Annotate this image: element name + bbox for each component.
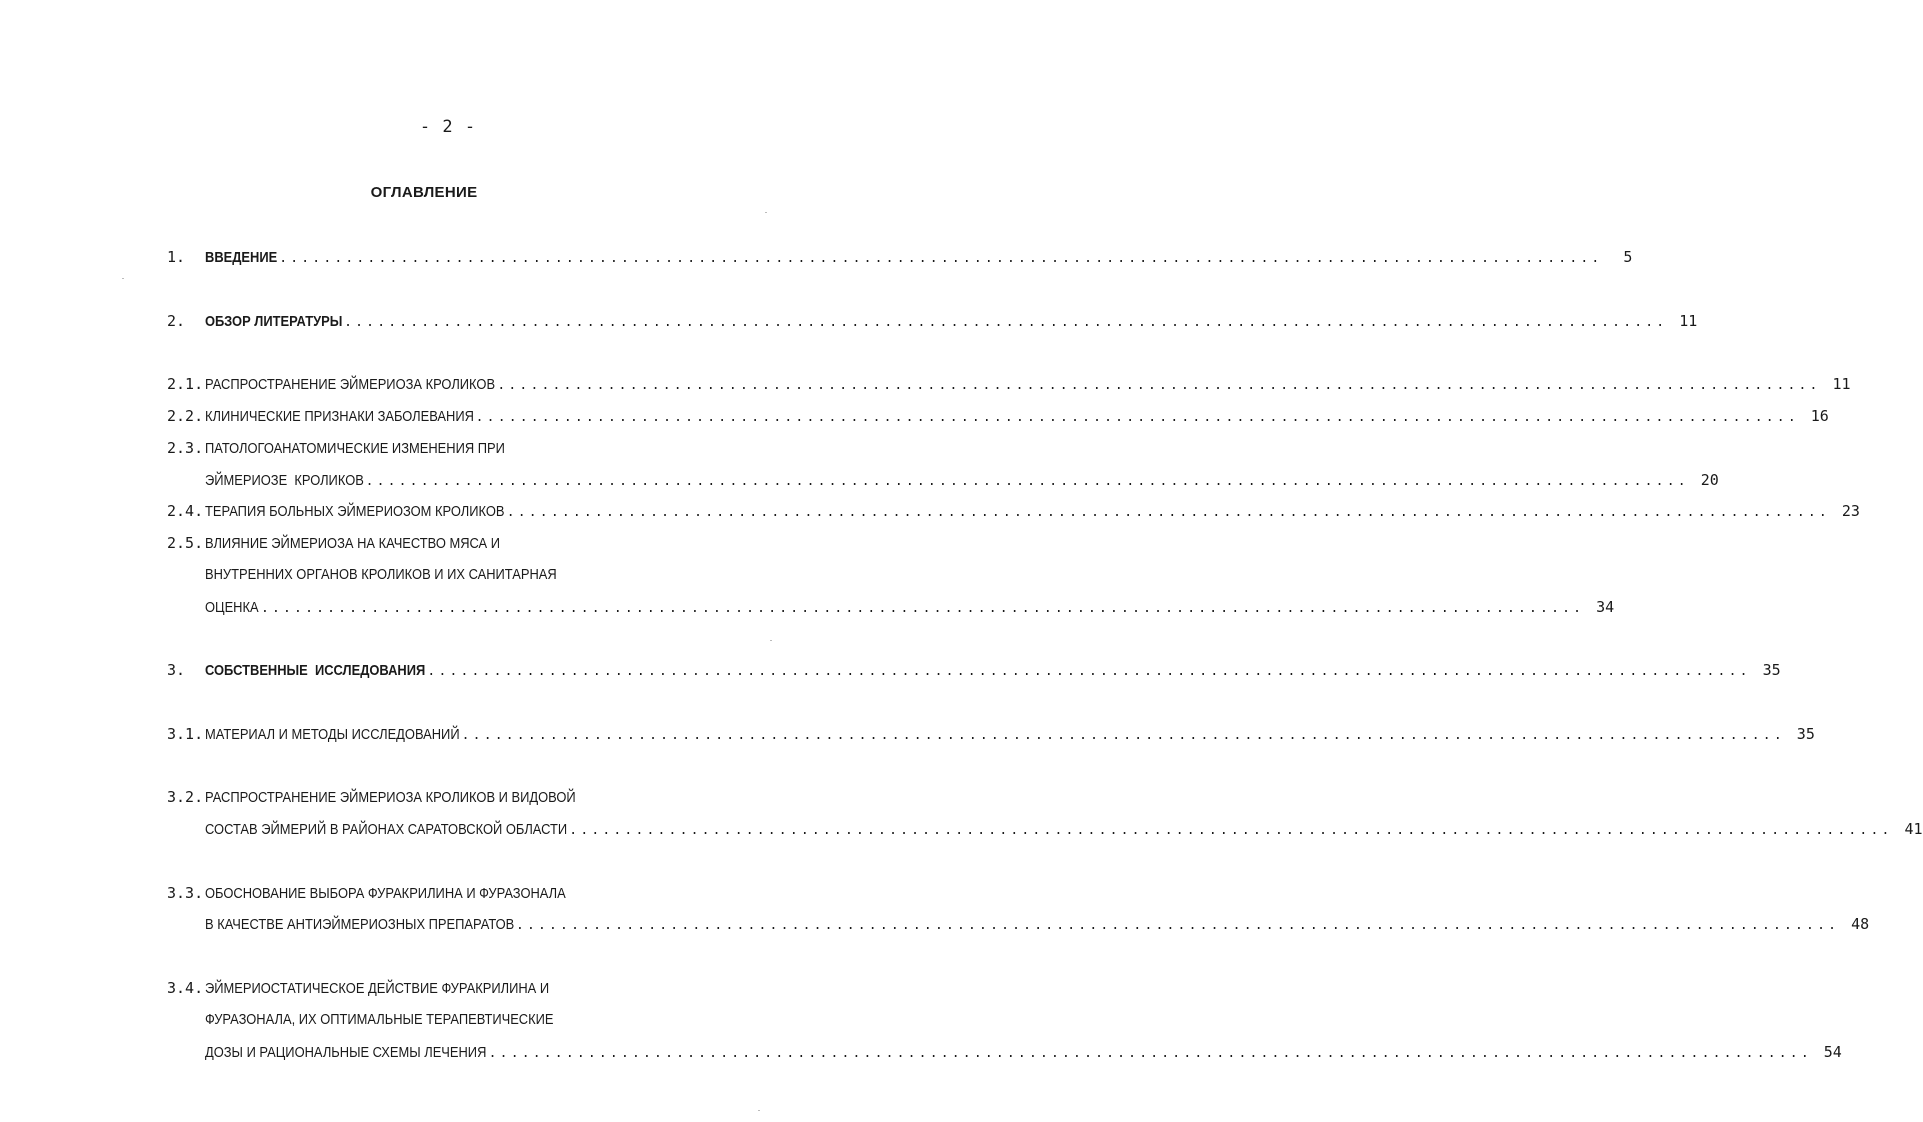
toc-entry-2-3-line1[interactable] [167,437,733,459]
toc-text: ОБЗОР ЛИТЕРАТУРЫ [205,313,343,330]
leader-dots: ........................................................................................................................ [365,474,1689,489]
toc-text: ЭЙМЕРИОЗЕ КРОЛИКОВ [205,472,364,489]
toc-entry-2-4[interactable] [167,500,1860,522]
toc-text: ПАТОЛОГОАНАТОМИЧЕСКИЕ ИЗМЕНЕНИЯ ПРИ [205,440,505,457]
toc-entry-3[interactable] [167,659,1781,681]
leader-dots: ........................................................................................................................ [260,601,1585,616]
leader-dots: ........................................................................................................................ [515,918,1840,933]
toc-number: 3.4. [167,979,204,997]
toc-text: ВЛИЯНИЕ ЭЙМЕРИОЗА НА КАЧЕСТВО МЯСА И [205,535,501,552]
toc-number: 2.5. [167,534,204,552]
toc-text: В КАЧЕСТВЕ АНТИЭЙМЕРИОЗНЫХ ПРЕПАРАТОВ [205,916,515,933]
scan-speck [122,278,124,279]
leader-dots: ........................................................................................................................ [279,251,1603,266]
toc-entry-1[interactable] [167,246,1633,268]
toc-number: 2.1. [167,375,204,393]
toc-page: 5 [1623,248,1633,266]
toc-text: СОСТАВ ЭЙМЕРИЙ В РАЙОНАХ САРАТОВСКОЙ ОБЛАСТИ [205,821,568,838]
toc-page: 41 [1904,820,1923,838]
toc-entry-3-3-line1[interactable] [167,882,733,904]
toc-text: СОБСТВЕННЫЕ ИССЛЕДОВАНИЯ [205,662,426,679]
toc-number: 2.3. [167,439,204,457]
toc-text: ТЕРАПИЯ БОЛЬНЫХ ЭЙМЕРИОЗОМ КРОЛИКОВ [205,503,505,520]
toc-page: 34 [1596,598,1615,616]
toc-text: КЛИНИЧЕСКИЕ ПРИЗНАКИ ЗАБОЛЕВАНИЯ [205,408,474,425]
toc-text: РАСПРОСТРАНЕНИЕ ЭЙМЕРИОЗА КРОЛИКОВ [205,376,496,393]
toc-page: 35 [1762,661,1781,679]
leader-dots: ........................................................................................................................ [497,378,1821,393]
toc-page: 23 [1841,502,1860,520]
toc-entry-3-1[interactable] [167,723,1815,745]
leader-dots: ........................................................................................................................ [506,505,1830,520]
toc-page: 35 [1796,725,1815,743]
toc-page: 54 [1823,1043,1842,1061]
toc-number: 1. [167,248,186,266]
leader-dots: ........................................................................................................................ [427,664,1751,679]
scan-speck [758,1110,760,1111]
toc-number: 3.1. [167,725,204,743]
toc-entry-2-2[interactable] [167,405,1829,427]
toc-text: ОБОСНОВАНИЕ ВЫБОРА ФУРАКРИЛИНА И ФУРАЗОНАЛА [205,885,566,902]
toc-page: 48 [1851,915,1870,933]
toc-number: 2.2. [167,407,204,425]
toc-page: 20 [1700,471,1719,489]
toc-entry-2-5-line3[interactable] [167,596,1615,618]
toc-number: 3.2. [167,788,204,806]
toc-text: ВНУТРЕННИХ ОРГАНОВ КРОЛИКОВ И ИХ САНИТАРНАЯ [205,566,557,583]
toc-text: ОЦЕНКА [205,599,259,616]
toc-entry-2-1[interactable] [167,373,1851,395]
toc-text: РАСПРОСТРАНЕНИЕ ЭЙМЕРИОЗА КРОЛИКОВ И ВИДОВОЙ [205,789,576,806]
toc-text: МАТЕРИАЛ И МЕТОДЫ ИССЛЕДОВАНИЙ [205,726,460,743]
toc-entry-3-4-line1[interactable] [167,977,733,999]
leader-dots: ........................................................................................................................ [488,1046,1812,1061]
toc-entry-3-3-line2[interactable] [167,913,1870,935]
toc-number: 2.4. [167,502,204,520]
toc-entry-2-5-line2[interactable] [167,564,733,586]
toc-page: 11 [1679,312,1698,330]
scan-speck [770,640,772,641]
toc-text: ФУРАЗОНАЛА, ИХ ОПТИМАЛЬНЫЕ ТЕРАПЕВТИЧЕСКИЕ [205,1011,554,1028]
toc-text: ЭЙМЕРИОСТАТИЧЕСКОЕ ДЕЙСТВИЕ ФУРАКРИЛИНА И [205,980,550,997]
toc-entry-2-5-line1[interactable] [167,532,733,554]
toc-entry-2[interactable] [167,310,1698,332]
toc-entry-3-4-line3[interactable] [167,1041,1842,1063]
toc-entry-3-4-line2[interactable] [167,1009,733,1031]
scan-speck [765,212,767,213]
toc-number: 3.3. [167,884,204,902]
leader-dots: ........................................................................................................................ [344,315,1668,330]
toc-number: 3. [167,661,186,679]
toc-page: 16 [1810,407,1829,425]
page-title: ОГЛАВЛЕНИЕ [370,184,478,201]
leader-dots: ........................................................................................................................ [475,410,1799,425]
toc-text: ВВЕДЕНИЕ [205,249,278,266]
leader-dots: ........................................................................................................................ [569,823,1893,838]
page-number: - 2 - [419,117,477,137]
toc-page: 11 [1832,375,1851,393]
toc-text: ДОЗЫ И РАЦИОНАЛЬНЫЕ СХЕМЫ ЛЕЧЕНИЯ [205,1044,487,1061]
toc-number: 2. [167,312,186,330]
toc-entry-3-2-line1[interactable] [167,786,733,808]
toc-entry-3-2-line2[interactable] [167,818,1923,840]
leader-dots: ........................................................................................................................ [461,728,1785,743]
toc-entry-2-3-line2[interactable] [167,469,1719,491]
